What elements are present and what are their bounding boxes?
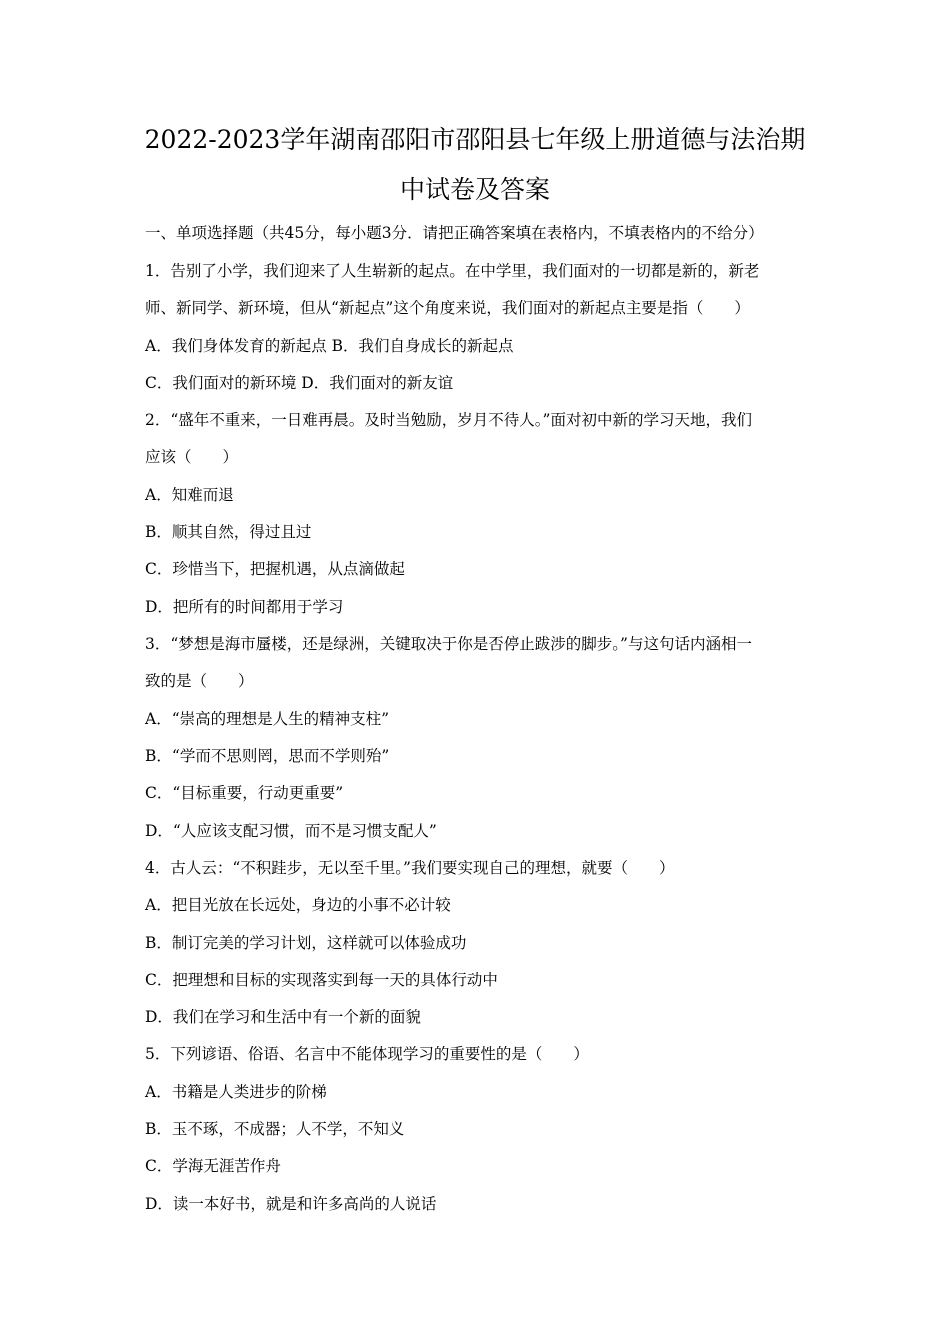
question-4-stem-line-1: 4．古人云：“不积跬步，无以至千里。”我们要实现自己的理想，就要（ ） xyxy=(145,859,675,877)
question-4-option-c: C．把理想和目标的实现落实到每一天的具体行动中 xyxy=(145,971,498,989)
question-3-option-d: D．“人应该支配习惯，而不是习惯支配人” xyxy=(145,822,437,840)
question-2-option-d: D．把所有的时间都用于学习 xyxy=(145,598,344,616)
question-1-stem-line-2: 师、新同学、新环境，但从“新起点”这个角度来说，我们面对的新起点主要是指（ ） xyxy=(145,299,750,317)
section-heading: 一、单项选择题（共45分，每小题3分．请把正确答案填在表格内，不填表格内的不给分） xyxy=(145,224,764,242)
question-5-option-d: D．读一本好书，就是和许多高尚的人说话 xyxy=(145,1195,437,1213)
question-5-stem-line-1: 5．下列谚语、俗语、名言中不能体现学习的重要性的是（ ） xyxy=(145,1045,589,1063)
question-1-stem-line-1: 1．告别了小学，我们迎来了人生崭新的起点。在中学里，我们面对的一切都是新的，新老 xyxy=(145,262,760,280)
question-5-option-c: C．学海无涯苦作舟 xyxy=(145,1157,281,1175)
document-title-line-1: 2022-2023学年湖南邵阳市邵阳县七年级上册道德与法治期 xyxy=(144,125,806,154)
question-4-option-a: A．把目光放在长远处，身边的小事不必计较 xyxy=(145,896,451,914)
question-5-option-a: A．书籍是人类进步的阶梯 xyxy=(145,1083,327,1101)
question-1-option-line-2: C．我们面对的新环境 D．我们面对的新友谊 xyxy=(145,374,454,392)
question-4-option-d: D．我们在学习和生活中有一个新的面貌 xyxy=(145,1008,421,1026)
question-3-option-c: C．“目标重要，行动更重要” xyxy=(145,784,344,802)
question-2-option-b: B．顺其自然，得过且过 xyxy=(145,523,312,541)
question-2-stem-line-1: 2．“盛年不重来，一日难再晨。及时当勉励，岁月不待人。”面对初中新的学习天地，我们 xyxy=(145,411,752,429)
question-5-option-b: B．玉不琢，不成器；人不学，不知义 xyxy=(145,1120,405,1138)
question-1-option-line-1: A．我们身体发育的新起点 B．我们自身成长的新起点 xyxy=(145,337,514,355)
question-3-option-a: A．“崇高的理想是人生的精神支柱” xyxy=(145,710,390,728)
question-3-option-b: B．“学而不思则罔，思而不学则殆” xyxy=(145,747,390,765)
question-3-stem-line-2: 致的是（ ） xyxy=(145,672,254,690)
document-title-line-2: 中试卷及答案 xyxy=(399,175,550,204)
question-2-stem-line-2: 应该（ ） xyxy=(145,448,239,466)
question-2-option-c: C．珍惜当下，把握机遇，从点滴做起 xyxy=(145,560,405,578)
question-2-option-a: A．知难而退 xyxy=(145,486,234,504)
question-3-stem-line-1: 3．“梦想是海市蜃楼，还是绿洲，关键取决于你是否停止跋涉的脚步。”与这句话内涵相一 xyxy=(145,635,752,653)
question-4-option-b: B．制订完美的学习计划，这样就可以体验成功 xyxy=(145,934,467,952)
